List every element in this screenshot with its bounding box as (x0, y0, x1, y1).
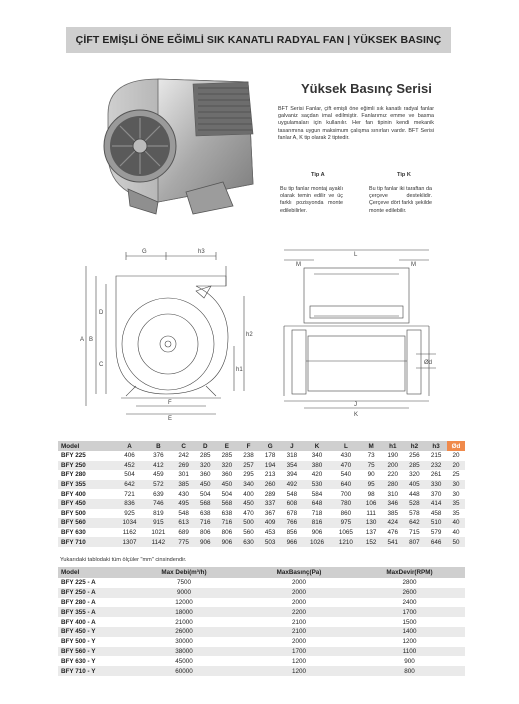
dimension-cell: 152 (360, 537, 382, 547)
dimension-cell: 385 (173, 480, 195, 490)
dimension-cell: 775 (173, 537, 195, 547)
model-cell: BFY 710 (58, 537, 115, 547)
dimension-cell: 915 (144, 518, 173, 528)
dimensions-table-header (58, 441, 465, 451)
table-row (58, 607, 465, 617)
dim-label-e: E (168, 416, 173, 422)
dimension-cell: 510 (425, 518, 447, 528)
dimension-cell: 504 (200, 490, 211, 498)
dimension-cell: 689 (178, 529, 189, 537)
perf-col-header: MaxDevir(RPM) (354, 567, 465, 578)
performance-cell: 2200 (244, 607, 354, 617)
dimension-cell: 340 (238, 480, 260, 490)
table-row (58, 617, 465, 627)
fan-product-image (88, 74, 260, 224)
model-cell: BFY 250 - A (58, 588, 124, 598)
dimension-cell: 412 (144, 461, 173, 471)
dimension-cell: 215 (430, 452, 442, 460)
dimension-cell: 220 (387, 471, 399, 479)
series-title: Yüksek Basınç Serisi (301, 81, 432, 96)
dimension-cell: 1026 (303, 537, 332, 547)
model-cell: BFY 225 (61, 452, 86, 460)
dimension-cell: 746 (144, 499, 173, 509)
dim-col-header: J (281, 441, 303, 451)
dimension-cell: 20 (452, 452, 460, 460)
performance-cell: 2400 (402, 598, 417, 606)
dim-col-header: D (194, 441, 216, 451)
table-row (58, 470, 465, 480)
dimension-cell: 232 (425, 461, 447, 471)
dimension-cell: 568 (194, 499, 216, 509)
dimension-cell: 906 (194, 537, 216, 547)
tip-a-label: Tip A (311, 172, 325, 178)
dimension-cell: 242 (178, 452, 189, 460)
dimension-cell: 578 (409, 509, 420, 517)
dimension-cell: 458 (430, 509, 442, 517)
tip-k-label: Tip K (397, 172, 411, 178)
dimension-cell: 548 (286, 490, 298, 498)
dimension-cell: 638 (221, 509, 233, 517)
dimension-cell: 261 (430, 471, 442, 479)
dimension-cell: 721 (124, 490, 135, 498)
dimension-cell: 190 (387, 452, 399, 460)
dimension-cell: 1142 (144, 537, 173, 547)
side-dim-label-od: Ød (424, 360, 433, 366)
dimension-cell: 678 (286, 509, 298, 517)
tip-k-description: Bu tip fanlar iki taraftan da çerçeve desteklidir. Çerçeve dört farklı şekilde monte edilebilir. (369, 186, 432, 214)
perf-col-header: Model (58, 567, 124, 578)
dim-col-header: Ød (447, 441, 465, 451)
dimension-cell: 137 (365, 529, 377, 537)
dimension-cell: 648 (303, 499, 332, 509)
performance-cell: 30000 (175, 638, 193, 646)
dimension-cell: 213 (264, 471, 276, 479)
table-row (58, 461, 465, 471)
side-dim-label-m-right: M (411, 262, 416, 268)
model-cell: BFY 400 (61, 490, 86, 498)
model-cell: BFY 450 - Y (58, 627, 124, 637)
performance-cell: 2100 (291, 618, 306, 626)
model-cell: BFY 560 (58, 518, 115, 528)
table-row (58, 598, 465, 608)
dimension-cell: 424 (382, 518, 404, 528)
dimension-cell: 642 (115, 480, 144, 490)
performance-cell: 60000 (124, 666, 244, 676)
dimension-cell: 30 (447, 480, 465, 490)
dimension-cell: 346 (382, 499, 404, 509)
dimension-cell: 430 (340, 452, 352, 460)
table-row (58, 656, 465, 666)
dimension-cell: 459 (153, 471, 164, 479)
dimension-cell: 716 (194, 518, 216, 528)
dimension-cell: 500 (238, 518, 260, 528)
dimension-cell: 376 (153, 452, 164, 460)
series-intro-text: BFT Serisi Fanlar, çift emişli öne eğimli sık kanatlı radyal fanlar galvaniz saçdan imal edilmiştir. Fanlarımız emme ve basma uygulamaları için kullanılır. Her fan tipinin kendi mekanik tasarımına uygun maksimum çalışma sınırları vardır. BFT Serisi fanlar A, K tip olarak 2 tiptedir. (278, 106, 434, 141)
dimension-cell: 470 (243, 509, 254, 517)
dimension-cell: 807 (404, 537, 426, 547)
dimension-cell: 1034 (115, 518, 144, 528)
dimension-cell: 640 (331, 480, 360, 490)
dimension-cell: 406 (124, 452, 135, 460)
performance-table-header (58, 567, 465, 578)
dimension-cell: 716 (216, 518, 238, 528)
side-dim-label-m-left: M (296, 262, 301, 268)
dimension-cell: 295 (243, 471, 254, 479)
dim-col-header: G (259, 441, 281, 451)
dimension-cell: 238 (243, 452, 254, 460)
model-cell: BFY 710 - Y (58, 666, 124, 676)
dim-col-header: K (303, 441, 332, 451)
dimension-cell: 495 (173, 499, 195, 509)
dimension-cell: 289 (264, 490, 276, 498)
dim-label-g: G (142, 249, 147, 255)
performance-cell: 800 (354, 666, 465, 676)
model-cell: BFY 250 (58, 461, 115, 471)
dimension-cell: 906 (216, 537, 238, 547)
perf-col-header: MaxBasınç(Pa) (244, 567, 354, 578)
dimension-cell: 40 (452, 529, 460, 537)
dim-col-header: h2 (404, 441, 426, 451)
dimension-cell: 450 (216, 480, 238, 490)
performance-cell: 45000 (175, 657, 193, 665)
dimension-cell: 572 (144, 480, 173, 490)
dimension-cell: 966 (281, 537, 303, 547)
dimension-cell: 354 (281, 461, 303, 471)
dimension-cell: 476 (387, 529, 399, 537)
dimension-cell: 98 (367, 490, 375, 498)
table-row (58, 578, 465, 588)
dimension-cell: 925 (124, 509, 135, 517)
model-cell: BFY 450 (58, 499, 115, 509)
dimension-cell: 806 (200, 529, 211, 537)
table-row (58, 528, 465, 538)
table-row (58, 588, 465, 598)
model-cell: BFY 500 (61, 509, 86, 517)
dimension-cell: 337 (259, 499, 281, 509)
dimension-cell: 541 (382, 537, 404, 547)
dimension-cell: 405 (404, 480, 426, 490)
table-row (58, 489, 465, 499)
dimension-cell: 178 (264, 452, 276, 460)
dimension-cell: 448 (409, 490, 420, 498)
dimension-cell: 530 (303, 480, 332, 490)
dim-label-h1: h1 (236, 367, 243, 373)
performance-table (58, 567, 465, 676)
dimension-cell: 40 (447, 518, 465, 528)
dimension-cell: 50 (447, 537, 465, 547)
performance-cell: 2800 (402, 579, 417, 587)
dimension-cell: 504 (124, 471, 135, 479)
model-cell: BFY 500 - Y (61, 638, 96, 646)
dimension-cell: 414 (425, 499, 447, 509)
dimension-cell: 256 (409, 452, 420, 460)
dimension-cell: 318 (286, 452, 298, 460)
dimension-cell: 320 (409, 471, 420, 479)
dimension-cell: 548 (178, 509, 189, 517)
side-dim-label-j: J (354, 402, 357, 408)
dimension-cell: 130 (360, 518, 382, 528)
side-dim-label-l: L (354, 252, 358, 258)
performance-cell: 18000 (124, 607, 244, 617)
table-row (58, 518, 465, 528)
dimension-cell: 492 (281, 480, 303, 490)
dimension-cell: 360 (200, 471, 211, 479)
dimension-cell: 766 (281, 518, 303, 528)
perf-col-header: Max Debi(m³/h) (124, 567, 244, 578)
dimension-cell: 310 (387, 490, 399, 498)
model-cell: BFY 280 (61, 471, 86, 479)
dimension-cell: 430 (178, 490, 189, 498)
dimension-cell: 452 (115, 461, 144, 471)
dimension-cell: 1162 (122, 529, 137, 537)
side-dim-label-k: K (354, 412, 359, 418)
model-cell: BFY 400 - A (61, 618, 96, 626)
dimension-cell: 715 (409, 529, 420, 537)
dimension-cell: 269 (173, 461, 195, 471)
dimension-cell: 1065 (338, 529, 353, 537)
model-cell: BFY 280 - A (61, 598, 96, 606)
performance-cell: 2000 (244, 588, 354, 598)
dimension-cell: 560 (243, 529, 254, 537)
dim-label-c: C (99, 362, 104, 368)
performance-cell: 2000 (291, 638, 306, 646)
dimension-cell: 394 (286, 471, 298, 479)
dimension-cell: 450 (194, 480, 216, 490)
dimension-cell: 630 (238, 537, 260, 547)
table-row (58, 647, 465, 657)
page-header-bar (66, 27, 451, 53)
performance-cell: 900 (404, 657, 415, 665)
dim-label-d: D (99, 310, 104, 316)
performance-cell: 9000 (124, 588, 244, 598)
dim-col-header: B (144, 441, 173, 451)
dimension-cell: 73 (367, 452, 375, 460)
dimension-cell: 540 (340, 471, 352, 479)
table-row (58, 499, 465, 509)
dim-col-header: L (331, 441, 360, 451)
dimensions-table (58, 441, 465, 547)
performance-cell: 1700 (354, 607, 465, 617)
dimension-cell: 285 (404, 461, 426, 471)
dimension-cell: 579 (430, 529, 442, 537)
dimension-cell: 320 (216, 461, 238, 471)
dim-label-a: A (80, 337, 85, 343)
performance-cell: 2100 (244, 627, 354, 637)
performance-cell: 2000 (291, 579, 306, 587)
dimension-cell: 30 (452, 490, 460, 498)
dimension-cell: 1210 (331, 537, 360, 547)
dimension-cell: 608 (281, 499, 303, 509)
dimension-cell: 90 (367, 471, 375, 479)
dimension-cell: 504 (221, 490, 233, 498)
dimension-cell: 106 (360, 499, 382, 509)
dimension-cell: 285 (221, 452, 233, 460)
dimension-cell: 409 (259, 518, 281, 528)
dim-col-header: h3 (425, 441, 447, 451)
dimension-cell: 860 (340, 509, 352, 517)
dimension-cell: 642 (404, 518, 426, 528)
dim-col-header: M (360, 441, 382, 451)
dimension-cell: 1307 (115, 537, 144, 547)
performance-cell: 1200 (402, 638, 417, 646)
dimension-cell: 613 (173, 518, 195, 528)
dim-col-header: F (238, 441, 260, 451)
page-title: ÇİFT EMİŞLİ ÖNE EĞİMLİ SIK KANATLI RADYAL FAN | YÜKSEK BASINÇ (75, 34, 442, 46)
table-row (58, 627, 465, 637)
performance-cell: 21000 (175, 618, 193, 626)
dimension-cell: 260 (259, 480, 281, 490)
fan-side-drawing (274, 246, 439, 422)
dimension-cell: 568 (216, 499, 238, 509)
dimension-cell: 420 (311, 471, 323, 479)
dimension-cell: 975 (331, 518, 360, 528)
dimension-cell: 1021 (151, 529, 166, 537)
dim-label-h2: h2 (246, 332, 253, 338)
dimension-cell: 780 (331, 499, 360, 509)
performance-cell: 1700 (244, 647, 354, 657)
dimension-cell: 819 (153, 509, 164, 517)
dimension-cell: 380 (303, 461, 332, 471)
fan-front-drawing (76, 246, 254, 422)
dim-col-header: C (173, 441, 195, 451)
dimension-cell: 35 (447, 499, 465, 509)
dimension-cell: 301 (178, 471, 189, 479)
dimension-cell: 584 (311, 490, 323, 498)
performance-cell: 2600 (354, 588, 465, 598)
dimension-cell: 200 (382, 461, 404, 471)
performance-cell: 1200 (291, 657, 306, 665)
dimension-cell: 111 (366, 509, 376, 517)
table-row (58, 537, 465, 547)
dimension-cell: 470 (331, 461, 360, 471)
dimension-cell: 450 (238, 499, 260, 509)
table-row (58, 637, 465, 647)
dimension-cell: 856 (286, 529, 298, 537)
performance-cell: 1400 (354, 627, 465, 637)
dimension-cell: 340 (311, 452, 323, 460)
dim-col-header: A (115, 441, 144, 451)
dimension-cell: 330 (425, 480, 447, 490)
performance-cell: 7500 (176, 579, 191, 587)
model-cell: BFY 355 (58, 480, 115, 490)
dimension-cell: 75 (360, 461, 382, 471)
performance-cell: 26000 (124, 627, 244, 637)
dimension-cell: 646 (425, 537, 447, 547)
dimension-cell: 503 (259, 537, 281, 547)
dimension-cell: 718 (311, 509, 323, 517)
model-cell: BFY 225 - A (61, 579, 96, 587)
dimension-cell: 35 (452, 509, 460, 517)
dimension-cell: 367 (264, 509, 276, 517)
dim-label-b: B (89, 337, 94, 343)
dimension-cell: 25 (452, 471, 460, 479)
dimension-cell: 385 (387, 509, 399, 517)
dimension-cell: 20 (447, 461, 465, 471)
dim-col-header: Model (58, 441, 115, 451)
dimension-cell: 360 (221, 471, 233, 479)
table-row (58, 666, 465, 676)
dimension-cell: 194 (259, 461, 281, 471)
dimension-cell: 528 (404, 499, 426, 509)
performance-cell: 1500 (402, 618, 417, 626)
dim-col-header: E (216, 441, 238, 451)
dimension-cell: 816 (303, 518, 332, 528)
dimension-cell: 400 (243, 490, 254, 498)
dimension-cell: 320 (194, 461, 216, 471)
table-row (58, 480, 465, 490)
dimension-cell: 700 (340, 490, 352, 498)
tip-a-description: Bu tip fanlar montaj ayaklı olarak temin edilir ve üç farklı pozisyonda monte edilebilirler. (280, 186, 343, 214)
dim-label-h3: h3 (198, 249, 205, 255)
model-cell: BFY 630 (61, 529, 86, 537)
performance-cell: 1200 (244, 666, 354, 676)
model-cell: BFY 630 - Y (61, 657, 96, 665)
dimension-cell: 806 (221, 529, 233, 537)
dimension-cell: 280 (382, 480, 404, 490)
dimension-cell: 638 (200, 509, 211, 517)
model-cell: BFY 560 - Y (58, 647, 124, 657)
units-note: Yukarıdaki tablodaki tüm ölçüler "mm" cinsindendir. (60, 557, 187, 563)
dim-col-header: h1 (382, 441, 404, 451)
table-row (58, 451, 465, 461)
performance-cell: 12000 (175, 598, 193, 606)
dimension-cell: 906 (311, 529, 323, 537)
table-row (58, 509, 465, 519)
performance-cell: 1100 (354, 647, 465, 657)
dimension-cell: 453 (264, 529, 276, 537)
dimension-cell: 639 (153, 490, 164, 498)
performance-cell: 38000 (124, 647, 244, 657)
dimension-cell: 836 (115, 499, 144, 509)
dimension-cell: 370 (430, 490, 442, 498)
performance-cell: 2000 (291, 598, 306, 606)
model-cell: BFY 355 - A (58, 607, 124, 617)
dimension-cell: 285 (200, 452, 211, 460)
dim-label-f: F (168, 400, 172, 406)
dimension-cell: 257 (238, 461, 260, 471)
dimension-cell: 95 (360, 480, 382, 490)
